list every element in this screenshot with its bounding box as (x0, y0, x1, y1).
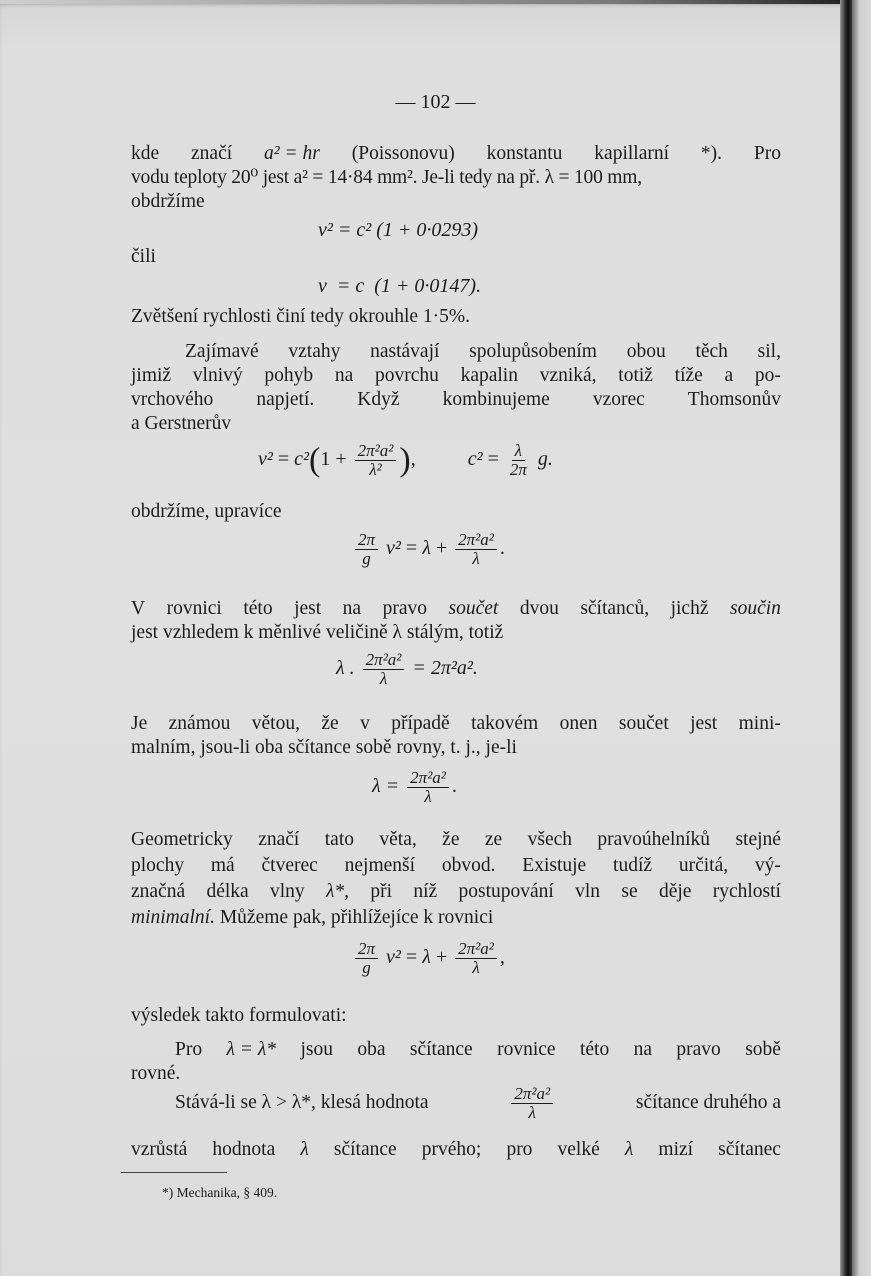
math-term: = 2π²a². (412, 656, 478, 679)
word: při (370, 881, 393, 902)
word: obou (626, 341, 666, 362)
word: případě (391, 713, 450, 734)
equation-product (336, 651, 478, 688)
math-term: λ = λ* (226, 1039, 277, 1060)
denominator: λ (424, 786, 432, 806)
word: že (321, 713, 339, 734)
math-term: λ*, (325, 881, 350, 902)
book-spine-edge (852, 0, 871, 1276)
word: vzorec (592, 389, 645, 410)
fraction (363, 651, 405, 688)
math-op: . (499, 536, 505, 559)
word: obvod. (441, 855, 496, 876)
math-op: + (435, 945, 448, 968)
math-term: 1 + (320, 447, 347, 470)
word: a (724, 365, 734, 386)
math-op: . (451, 774, 457, 797)
word: pohyb (264, 365, 314, 386)
numerator: 2π²a² (511, 1085, 553, 1104)
fraction (355, 940, 378, 977)
word: jest (294, 598, 322, 619)
word: čtverec (261, 855, 318, 876)
fraction (507, 442, 530, 479)
math-term: λ . (336, 656, 355, 679)
word: děje (658, 881, 692, 902)
math-op: , (410, 447, 416, 470)
math-op: + (435, 536, 448, 559)
word-emphasis: minimalní. (131, 907, 215, 928)
denominator: λ (528, 1102, 536, 1122)
word: větou, (251, 713, 300, 734)
word: značí (258, 829, 300, 850)
fraction (355, 442, 397, 479)
text-line-15 (131, 828, 781, 852)
word: sčítanec (718, 1139, 781, 1160)
word: níž (413, 881, 438, 902)
fraction (355, 531, 378, 568)
footnote-divider (121, 1172, 227, 1173)
word: takovém (471, 713, 539, 734)
denominator: λ (472, 548, 480, 568)
word: délka (206, 881, 249, 902)
word: sčítance (333, 1139, 397, 1160)
paren-open: ( (309, 441, 321, 479)
word: (Poissonovu) (351, 143, 455, 164)
denominator: 2π (509, 459, 527, 479)
word: kapalin (460, 365, 518, 386)
word: sobě (745, 1039, 781, 1060)
word: postupování (458, 881, 554, 902)
word: vlnivý (192, 365, 243, 386)
word: na (334, 365, 354, 386)
formula-inline: a² = hr (264, 143, 320, 164)
word: nastávají (370, 341, 440, 362)
math-term: v² (258, 447, 273, 470)
text-line-9: a Gerstnerův (131, 413, 232, 434)
text-line-21: rovné. (131, 1063, 181, 1084)
equation-1: v² = c² (1 + 0·0293) (318, 219, 479, 241)
word: vlny (269, 881, 305, 902)
math-op: = (277, 447, 290, 470)
word: povrchu (374, 365, 439, 386)
word: V (131, 598, 146, 619)
word: nejmenší (344, 855, 416, 876)
footnote-ref: *). (700, 143, 723, 164)
word: plochy (131, 855, 185, 876)
word: oba (357, 1039, 386, 1060)
text-line-20 (175, 1038, 781, 1062)
word: Když (357, 389, 400, 410)
word: pravoúhelníků (597, 829, 711, 850)
word: vý- (754, 855, 781, 876)
word: součet (618, 713, 669, 734)
word: kde (131, 143, 160, 164)
math-term: λ (422, 536, 431, 559)
text-line-14: malním, jsou-li oba sčítance sobě rovny, t. j., je-li (131, 737, 517, 758)
math-term: λ (422, 945, 431, 968)
word: vzniká, (539, 365, 597, 386)
text-fragment: Stává-li se λ > λ*, klesá hodnota (175, 1092, 429, 1114)
word: určitá, (678, 855, 729, 876)
word: věta, (379, 829, 417, 850)
word: mizí (658, 1139, 694, 1160)
numerator: 2π²a² (407, 769, 449, 788)
word: sil, (757, 341, 781, 362)
fraction (407, 769, 449, 806)
word: značí (191, 143, 233, 164)
math-term: v² (386, 945, 401, 968)
text-fragment: sčítance druhého a (635, 1092, 781, 1114)
text-line-16 (131, 854, 781, 878)
word: stejné (735, 829, 781, 850)
word: značná (131, 881, 186, 902)
word: známou (168, 713, 231, 734)
denominator: g (362, 957, 371, 977)
text-line-6 (185, 340, 781, 364)
word: tato (324, 829, 354, 850)
word: pravo (382, 598, 427, 619)
word: této (579, 1039, 610, 1060)
math-term: λ (300, 1139, 309, 1160)
word: Pro (753, 143, 781, 164)
word: po- (754, 365, 781, 386)
word: všech (527, 829, 573, 850)
equation-minimum (372, 769, 457, 806)
numerator: 2π (355, 531, 378, 550)
word: hodnota (212, 1139, 276, 1160)
word: Pro (175, 1039, 203, 1060)
equation-combined-repeat (352, 940, 505, 977)
text-line-5: Zvětšení rychlosti činí tedy okrouhle 1·5%. (131, 306, 471, 327)
text-line-11 (131, 597, 781, 621)
text-line-3: obdržíme (131, 191, 205, 212)
word: sčítanců, (580, 598, 650, 619)
text-line-8 (131, 388, 781, 412)
word: má (210, 855, 235, 876)
word: totiž (618, 365, 653, 386)
text-line-13 (131, 712, 781, 736)
text-line-7 (131, 364, 781, 388)
word: napjetí. (256, 389, 315, 410)
page-number: — 102 — (395, 91, 476, 113)
text-line-19: výsledek takto formulovati: (131, 1005, 347, 1026)
word: vrchového (131, 389, 214, 410)
word: rovnice (497, 1039, 556, 1060)
numerator: 2π²a² (355, 442, 397, 461)
fraction (455, 940, 497, 977)
numerator: 2π²a² (455, 940, 497, 959)
word: onen (559, 713, 598, 734)
word: jichž (670, 598, 709, 619)
equation-thomson-gerstner (258, 442, 553, 479)
footnote: *) Mechanika, § 409. (162, 1185, 278, 1200)
word: spolupůsobením (469, 341, 597, 362)
math-op: , (499, 945, 505, 968)
text-fragment: Můžeme pak, přihlížejíce k rovnici (214, 907, 494, 928)
math-term: λ (624, 1139, 634, 1160)
math-op: = (405, 536, 418, 559)
numerator: 2π²a² (363, 651, 405, 670)
text-line-1 (131, 142, 781, 166)
word: ze (484, 829, 503, 850)
text-line-18 (131, 906, 493, 930)
denominator: λ (379, 668, 388, 688)
word: vln (575, 881, 601, 902)
text-line-2: vodu teploty 20⁰ jest a² = 14·84 mm². Je-li tedy na př. λ = 100 mm, (131, 167, 642, 188)
word: Zajímavé (185, 341, 259, 362)
math-term: g. (537, 447, 553, 470)
word: Thomsonův (687, 389, 781, 410)
word: tíže (674, 365, 703, 386)
numerator: 2π²a² (455, 531, 497, 550)
word: sčítance (409, 1039, 473, 1060)
word: že (442, 829, 460, 850)
page-top-edge (0, 0, 871, 4)
math-term: c² (294, 447, 310, 470)
numerator: 2π (355, 940, 378, 959)
word: dvou (519, 598, 559, 619)
equation-2: v = c (1 + 0·0147). (318, 275, 482, 297)
word: této (243, 598, 273, 619)
word: kombinujeme (442, 389, 550, 410)
word: jest (690, 713, 718, 734)
equation-combined (352, 531, 505, 568)
paren-close: ) (399, 441, 411, 479)
fraction (511, 1085, 553, 1122)
word: jimiž (131, 365, 172, 386)
word: konstantu (486, 143, 563, 164)
word: rovnici (166, 598, 222, 619)
word-emphasis: součet (448, 598, 499, 619)
text-line-4: čili (131, 246, 156, 267)
denominator: λ (472, 957, 480, 977)
word: vztahy (288, 341, 341, 362)
text-line-12: jest vzhledem k měnlivé veličině λ stálým, totiž (131, 622, 504, 643)
word: jsou (300, 1039, 333, 1060)
math-op: = (487, 447, 499, 470)
word: na (342, 598, 362, 619)
denominator: g (362, 548, 371, 568)
word: Existuje (522, 855, 587, 876)
math-term: c² (467, 447, 483, 470)
math-term: v² (386, 536, 401, 559)
word: pro (506, 1139, 533, 1160)
text-line-23 (131, 1138, 781, 1162)
word: rychlostí (712, 881, 781, 902)
denominator: λ² (369, 459, 382, 479)
text-line-22 (175, 1085, 781, 1122)
word: Geometricky (131, 829, 233, 850)
word: vzrůstá (131, 1139, 188, 1160)
math-term: λ = (372, 774, 400, 797)
text-line-10: obdržíme, upravíce (131, 501, 282, 522)
word: v (360, 713, 370, 734)
word: pravo (676, 1039, 721, 1060)
word: se (621, 881, 638, 902)
word: tudíž (613, 855, 653, 876)
word: těch (695, 341, 728, 362)
word: kapillarní (594, 143, 670, 164)
word: Je (131, 713, 148, 734)
word: mini- (738, 713, 781, 734)
math-op: = (405, 945, 418, 968)
numerator: λ (512, 442, 525, 461)
word: prvého; (421, 1139, 482, 1160)
fraction (455, 531, 497, 568)
text-line-17 (131, 880, 781, 904)
word: velké (557, 1139, 600, 1160)
word-emphasis: součin (729, 598, 781, 619)
book-spine-shadow (840, 0, 852, 1276)
word: na (633, 1039, 652, 1060)
